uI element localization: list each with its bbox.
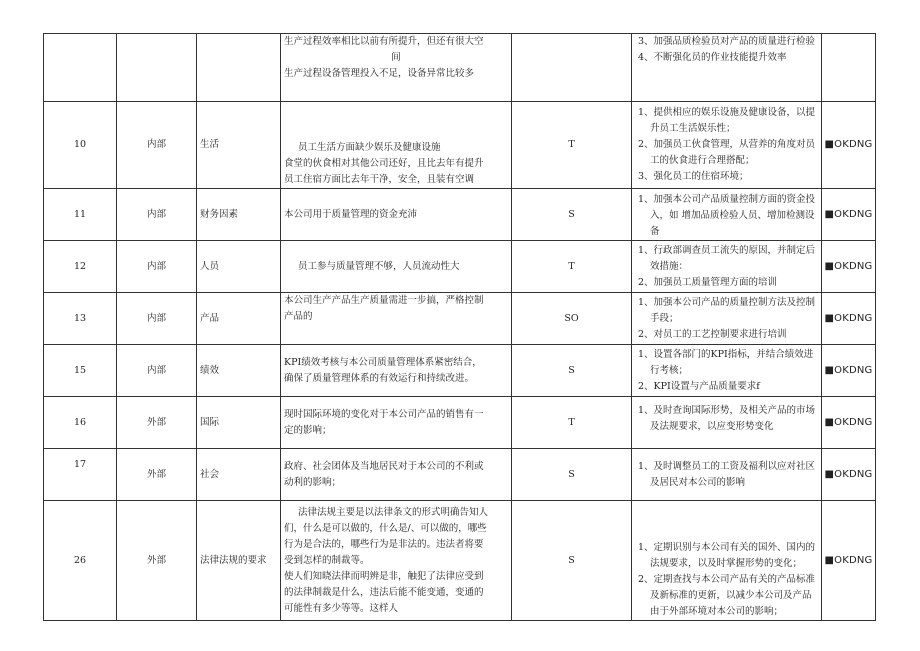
table-row bbox=[44, 345, 876, 397]
row-scope: 外部 bbox=[117, 397, 197, 449]
row-swot-code bbox=[512, 34, 632, 102]
row-number: 12 bbox=[44, 241, 117, 293]
measure-line: 1、加强本公司产品质量控制方面的资金投 bbox=[638, 194, 816, 205]
description-line: 生产过程效率相比以前有所提升，但还有很大空 bbox=[284, 36, 484, 47]
row-status: ■OKDNG bbox=[822, 397, 876, 449]
measure-line: 1、定期识别与本公司有关的国外、国内的 bbox=[638, 542, 816, 553]
row-number bbox=[44, 34, 117, 102]
row-description bbox=[281, 397, 512, 449]
measure-line: 及法规要求，以应变形势变化 bbox=[650, 421, 774, 432]
row-swot-code: T bbox=[512, 102, 632, 189]
row-factor bbox=[197, 34, 281, 102]
table-row bbox=[44, 102, 876, 189]
row-measures bbox=[632, 501, 822, 621]
row-factor: 财务因素 bbox=[197, 189, 281, 241]
row-measures bbox=[632, 241, 822, 293]
risk-analysis-table bbox=[43, 33, 876, 621]
row-scope: 内部 bbox=[117, 345, 197, 397]
measure-line: 效措施： bbox=[650, 260, 689, 272]
measure-line: 2、加强员工伙食管理，从营养的角度对员 bbox=[638, 139, 816, 150]
row-factor: 社会 bbox=[197, 449, 281, 501]
table-row bbox=[44, 241, 876, 293]
row-measures bbox=[632, 397, 822, 449]
measure-line: 1、提供相应的娱乐设施及健康设备，以提 bbox=[638, 107, 816, 118]
row-factor: 人员 bbox=[197, 241, 281, 293]
row-number: 11 bbox=[44, 189, 117, 241]
table-row bbox=[44, 501, 876, 621]
row-status bbox=[822, 34, 876, 102]
row-number: 10 bbox=[44, 102, 117, 189]
row-scope: 外部 bbox=[117, 501, 197, 621]
row-measures bbox=[632, 345, 822, 397]
description-line: 的法律制裁是什么，违法后能不能变通，变通的 bbox=[284, 586, 484, 598]
row-description bbox=[281, 189, 512, 241]
description-line: 法律法规主要是以法律条文的形式明确告知人 bbox=[298, 506, 489, 518]
description-line: 产品的 bbox=[284, 311, 313, 322]
description-line: 现时国际环境的变化对于本公司产品的销售有一 bbox=[284, 408, 484, 420]
measure-line: 2、KPI设置与产品质量要求f bbox=[638, 380, 760, 392]
row-scope: 内部 bbox=[117, 293, 197, 345]
row-scope bbox=[117, 34, 197, 102]
row-factor: 生活 bbox=[197, 102, 281, 189]
measure-line: 及新标准的更新，以减少本公司及产品 bbox=[650, 590, 812, 601]
measure-line: 升员工生活娱乐性； bbox=[650, 123, 736, 134]
description-line: 政府、社会团体及当地居民对于本公司的不利或 bbox=[284, 460, 484, 472]
row-factor: 法律法规的要求 bbox=[197, 501, 281, 621]
description-line: 定的影响； bbox=[284, 424, 332, 436]
row-description bbox=[281, 449, 512, 501]
row-status: ■OKDNG bbox=[822, 449, 876, 501]
description-line: 确保了质量管理体系的有效运行和持续改进。 bbox=[284, 372, 475, 384]
measure-line: 1、加强本公司产品的质量控制方法及控制 bbox=[638, 296, 816, 308]
row-status: ■OKDNG bbox=[822, 241, 876, 293]
row-description bbox=[281, 501, 512, 621]
measure-line: 1、及时调整员工的工资及福利以应对社区 bbox=[638, 460, 816, 472]
row-description bbox=[281, 34, 512, 102]
measure-line: 由于外部环境对本公司的影响； bbox=[650, 606, 784, 617]
description-line: 受到怎样的制裁等。 bbox=[284, 554, 370, 566]
table-row bbox=[44, 397, 876, 449]
row-description bbox=[281, 241, 512, 293]
measure-line: 2、加强员工质量管理方面的培训 bbox=[638, 276, 778, 288]
row-swot-code: S bbox=[512, 189, 632, 241]
row-status: ■OKDNG bbox=[822, 293, 876, 345]
description-line: 间 bbox=[391, 52, 401, 63]
description-line: 可能性有多少等等。这样人 bbox=[284, 602, 399, 614]
row-status: ■OKDNG bbox=[822, 345, 876, 397]
row-number: 15 bbox=[44, 345, 117, 397]
row-number: 16 bbox=[44, 397, 117, 449]
measure-line: 法规要求，以及时掌握形势的变化； bbox=[650, 558, 803, 569]
row-description bbox=[281, 293, 512, 345]
row-scope: 内部 bbox=[117, 189, 197, 241]
measure-line: 1、设置各部门的KPI指标，并结合绩效进 bbox=[638, 348, 814, 360]
row-status: ■OKDNG bbox=[822, 189, 876, 241]
row-status: ■OKDNG bbox=[822, 102, 876, 189]
description-line: 食堂的伙食相对其他公司还好，且比去年有提升 bbox=[284, 158, 484, 169]
measure-line: 入，如 增加品质检验人员、增加检测设备 bbox=[650, 210, 815, 237]
description-line: 们，什么是可以做的，什么是/、可以做的，哪些 bbox=[284, 522, 487, 534]
measure-line: 1、行政部调查员工流失的原因，并制定后 bbox=[638, 244, 816, 256]
row-measures bbox=[632, 189, 822, 241]
description-line: 动利的影响； bbox=[284, 476, 342, 488]
row-factor: 产品 bbox=[197, 293, 281, 345]
measure-line: 3、强化员工的住宿环境； bbox=[638, 171, 749, 182]
description-line: 行为是合法的，哪些行为是非法的。违法者将要 bbox=[284, 538, 484, 550]
row-measures bbox=[632, 34, 822, 102]
row-description bbox=[281, 345, 512, 397]
row-description bbox=[281, 102, 512, 189]
row-number: 26 bbox=[44, 501, 117, 621]
table-row bbox=[44, 449, 876, 501]
row-measures bbox=[632, 293, 822, 345]
row-swot-code: T bbox=[512, 241, 632, 293]
row-measures bbox=[632, 449, 822, 501]
measure-line: 4、不断强化员的作业技能提升效率 bbox=[638, 52, 787, 63]
measure-line: 手段； bbox=[650, 312, 679, 324]
row-swot-code: SO bbox=[512, 293, 632, 345]
description-line: 本公司用于质量管理的资金充沛 bbox=[284, 208, 418, 220]
measure-line: 2、定期查找与本公司产品有关的产品标准 bbox=[638, 574, 816, 585]
row-number: 17 bbox=[44, 449, 117, 501]
description-line: 本公司生产产品生产质量需进一步搞，严格控制 bbox=[284, 295, 484, 306]
measure-line: 2、对员工的工艺控制要求进行培训 bbox=[638, 328, 787, 340]
table-row bbox=[44, 34, 876, 102]
row-swot-code: T bbox=[512, 397, 632, 449]
row-factor: 绩效 bbox=[197, 345, 281, 397]
measure-line: 行考核； bbox=[650, 364, 689, 376]
measure-line: 及居民对本公司的影响 bbox=[650, 476, 746, 488]
row-measures bbox=[632, 102, 822, 189]
description-line: 员工生活方面缺少娱乐及健康设施 bbox=[298, 142, 441, 153]
description-line: 生产过程设备管理投入不足，设备异常比较多 bbox=[284, 68, 475, 79]
table-row bbox=[44, 189, 876, 241]
row-swot-code: S bbox=[512, 345, 632, 397]
table-row bbox=[44, 293, 876, 345]
row-factor: 国际 bbox=[197, 397, 281, 449]
measure-line: 工的伙食进行合理搭配； bbox=[650, 155, 755, 166]
measure-line: 1、及时查询国际形势，及相关产品的市场 bbox=[638, 405, 816, 416]
row-scope: 内部 bbox=[117, 102, 197, 189]
row-swot-code: S bbox=[512, 449, 632, 501]
row-status: ■OKDNG bbox=[822, 501, 876, 621]
measure-line: 3、加强品质检验员对产品的质量进行检验 bbox=[638, 36, 816, 47]
description-line: 员工住宿方面比去年干净，安全，且装有空调 bbox=[284, 174, 475, 185]
description-line: 使人们知晓法律而明辨是非，触犯了法律应受到 bbox=[284, 570, 484, 582]
row-number: 13 bbox=[44, 293, 117, 345]
description-line: KPI绩效考核与本公司质量管理体系紧密结合， bbox=[284, 356, 482, 368]
row-swot-code: S bbox=[512, 501, 632, 621]
row-scope: 外部 bbox=[117, 449, 197, 501]
row-scope: 内部 bbox=[117, 241, 197, 293]
description-line: 员工参与质量管理不够，人员流动性大 bbox=[298, 260, 460, 272]
